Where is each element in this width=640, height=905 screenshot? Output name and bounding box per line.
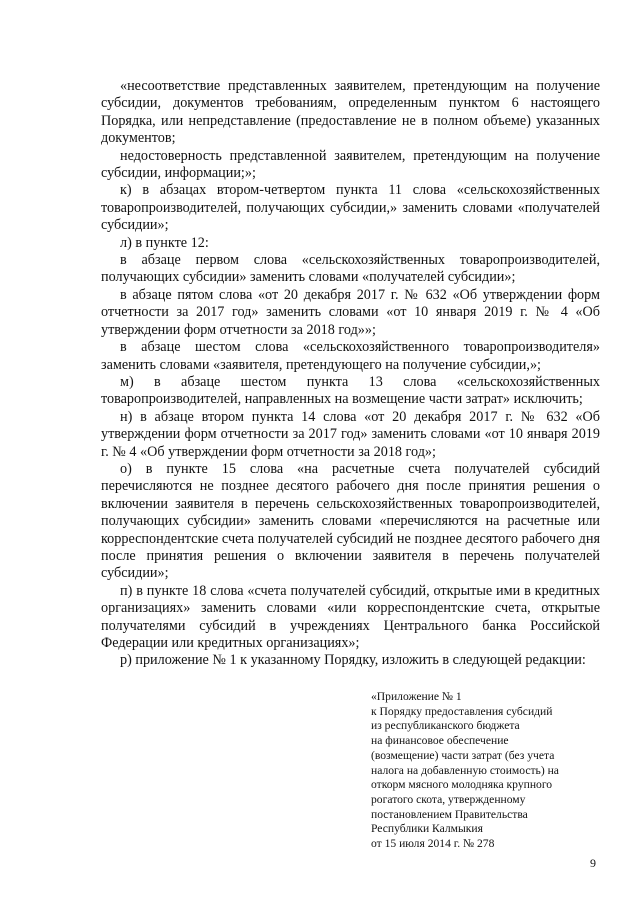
paragraph-9: н) в абзаце втором пункта 14 слова «от 20 декабря 2017 г. № 632 «Об утверждении форм отчетности за 2017 год» заменить словами «от 10 января 2019 г. № 4 «Об утверждении форм отчетности за 2018 год»; bbox=[101, 408, 600, 460]
appendix-line: от 15 июля 2014 г. № 278 bbox=[371, 837, 495, 851]
appendix-line: Республики Калмыкия bbox=[371, 822, 483, 836]
paragraph-6: в абзаце пятом слова «от 20 декабря 2017 г. № 632 «Об утверждении форм отчетности за 2017 год» заменить словами «от 10 января 2019 г. № 4 «Об утверждении форм отчетности за 2018 год»»; bbox=[101, 286, 600, 338]
appendix-line: откорм мясного молодняка крупного bbox=[371, 778, 553, 792]
appendix-line: на финансовое обеспечение bbox=[371, 734, 509, 748]
paragraph-7: в абзаце шестом слова «сельскохозяйственного товаропроизводителя» заменить словами «заявителя, претендующего на получение субсидии,»; bbox=[101, 339, 600, 373]
paragraph-12: р) приложение № 1 к указанному Порядку, изложить в следующей редакции: bbox=[120, 652, 586, 669]
appendix-line: постановлением Правительства bbox=[371, 807, 528, 821]
paragraph-10: о) в пункте 15 слова «на расчетные счета получателей субсидий перечисляются не позднее десятого рабочего дня после принятия решения о включении заявителя в перечень сельскохозяйственных товаропроизводителей, получающих субсидии» заменить словами «перечисляются на расчетные или корреспондентские счета получателей субсидий не позднее десятого рабочего дня после принятия решения о включении заявителя в перечень получателей субсидии»; bbox=[101, 460, 600, 582]
appendix-line: (возмещение) части затрат (без учета bbox=[371, 748, 555, 762]
paragraph-4: л) в пункте 12: bbox=[120, 234, 209, 251]
appendix-line: рогатого скота, утвержденному bbox=[371, 792, 526, 806]
paragraph-11: п) в пункте 18 слова «счета получателей субсидий, открытые ими в кредитных организациях» заменить словами «или корреспондентские счета, открытые получателями субсидий в учреждениях Центрального банка Российской Федерации или кредитных организациях»; bbox=[101, 582, 600, 651]
amendment-text bbox=[101, 78, 600, 670]
paragraph-1: «несоответствие представленных заявителем, претендующим на получение субсидии, документов требованиям, определенным пунктом 6 настоящего Порядка, или непредставление (предоставление не в полном объеме) указанных документов; bbox=[101, 78, 600, 147]
page-number: 9 bbox=[590, 856, 596, 870]
appendix-line: налога на добавленную стоимость) на bbox=[371, 763, 559, 777]
paragraph-3: к) в абзацах втором-четвертом пункта 11 слова «сельскохозяйственных товаропроизводителей, получающих субсидии,» заменить словами «получателей субсидии»; bbox=[101, 182, 600, 234]
appendix-line: «Приложение № 1 bbox=[371, 690, 462, 703]
appendix-line: из республиканского бюджета bbox=[371, 719, 520, 733]
paragraph-5: в абзаце первом слова «сельскохозяйственных товаропроизводителей, получающих субсидии» заменить словами «получателей субсидии»; bbox=[101, 252, 600, 286]
appendix-line: к Порядку предоставления субсидий bbox=[371, 704, 553, 718]
paragraph-8: м) в абзаце шестом пункта 13 слова «сельскохозяйственных товаропроизводителей, направленных на возмещение части затрат» исключить; bbox=[101, 373, 600, 408]
paragraph-2: недостоверность представленной заявителем, претендующим на получение субсидии, информации;»; bbox=[101, 147, 600, 182]
appendix-header bbox=[371, 690, 611, 852]
